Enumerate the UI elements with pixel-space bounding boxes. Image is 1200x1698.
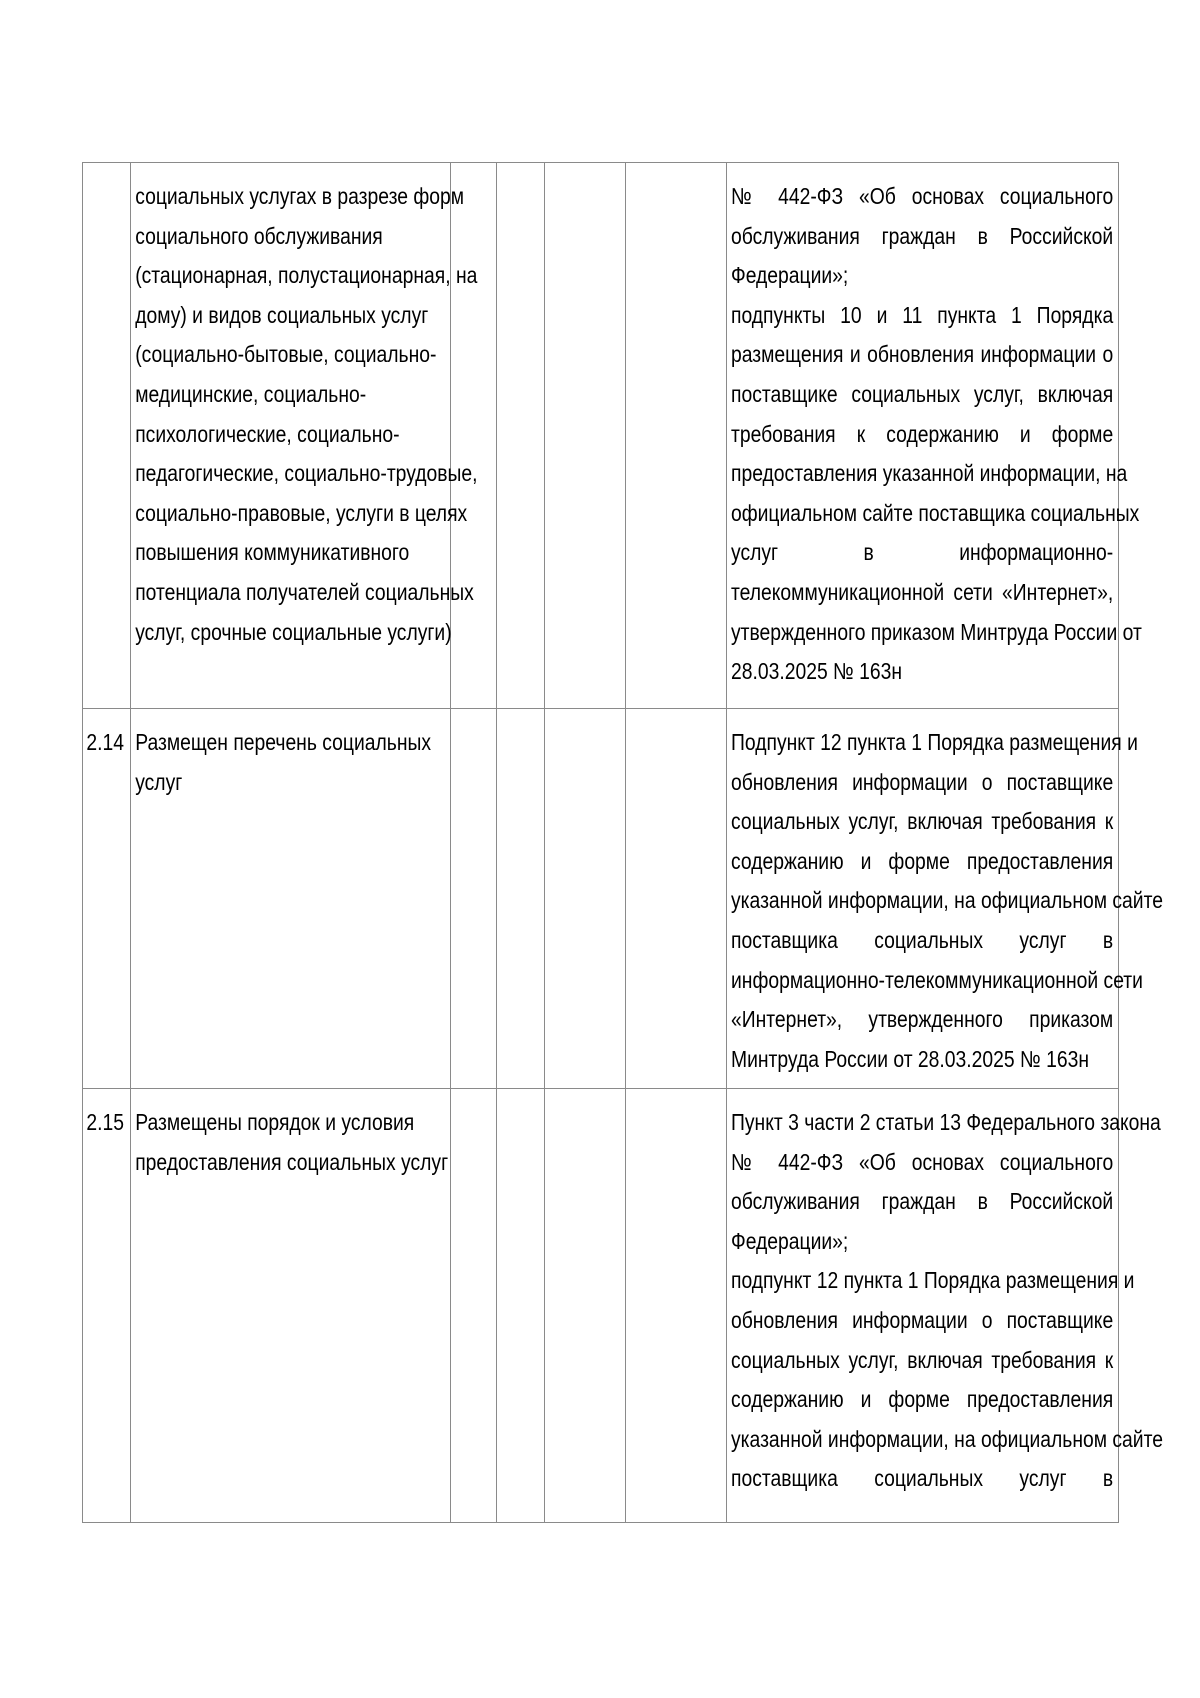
text-line: Федерации»; [731, 1227, 849, 1254]
text-line: Размещен перечень социальных [135, 729, 432, 755]
text-line: дому) и видов социальных услуг [135, 301, 429, 328]
text-line: № 442-ФЗ «Об основах социального [731, 1148, 1114, 1175]
text-line: поставщика социальных услуг в [731, 1465, 1114, 1492]
row-number-cell [83, 163, 131, 709]
row-number-cell [83, 1089, 131, 1523]
text-line: требования к содержанию и форме [731, 420, 1114, 447]
text-line: содержанию и форме предоставления [731, 1386, 1114, 1413]
empty-cell [626, 1089, 727, 1523]
text-line: информационно-телекоммуникационной сети [731, 966, 1143, 993]
text-line: содержанию и форме предоставления [731, 847, 1114, 874]
row-number: 2.14 [86, 729, 124, 755]
text-line: указанной информации, на официальном сайте [731, 887, 1163, 914]
text-line: услуг, срочные социальные услуги) [135, 618, 452, 645]
table-row [83, 709, 1119, 1089]
text-line: официальном сайте поставщика социальных [731, 499, 1140, 526]
empty-cell [451, 1089, 497, 1523]
empty-cell [626, 709, 727, 1089]
requirement-cell [131, 709, 451, 1089]
text-line: социальных услуг, включая требования к [731, 808, 1114, 835]
text-line: подпункты 10 и 11 пункта 1 Порядка [731, 301, 1114, 328]
empty-cell [497, 1089, 545, 1523]
requirement-text [131, 709, 450, 802]
text-line: (социально-бытовые, социально- [135, 341, 437, 368]
requirement-cell [131, 1089, 451, 1523]
legal-basis-text [731, 177, 1142, 692]
text-line: № 442-ФЗ «Об основах социального [731, 183, 1114, 209]
text-line: 28.03.2025 № 163н [731, 658, 903, 685]
empty-cell [451, 163, 497, 709]
text-line: социально-правовые, услуги в целях [135, 499, 468, 526]
row-number: 2.15 [86, 1109, 124, 1135]
legal-basis-cell [727, 163, 1142, 709]
text-line: услуг в информационно- [731, 539, 1114, 566]
text-line: предоставления социальных услуг [135, 1148, 449, 1175]
empty-cell [497, 163, 545, 709]
empty-cell [545, 163, 626, 709]
legal-basis-text [731, 1103, 1163, 1499]
text-line: поставщика социальных услуг в [731, 926, 1114, 953]
text-line: обслуживания граждан в Российской [731, 222, 1114, 249]
legal-basis-cell [727, 709, 1163, 1089]
text-line: предоставления указанной информации, на [731, 460, 1128, 487]
requirement-text [131, 1089, 450, 1182]
empty-cell [545, 1089, 626, 1523]
text-line: услуг [135, 768, 183, 795]
text-line: размещения и обновления информации о [731, 341, 1114, 368]
text-line: поставщике социальных услуг, включая [731, 380, 1114, 407]
text-line: Федерации»; [731, 262, 849, 289]
text-line: подпункт 12 пункта 1 Порядка размещения и [731, 1267, 1135, 1294]
legal-basis-text [731, 723, 1163, 1079]
text-line: (стационарная, полустационарная, на [135, 262, 478, 289]
row-number-cell [83, 709, 131, 1089]
checklist-table [82, 162, 1163, 1523]
empty-cell [451, 709, 497, 1089]
text-line: педагогические, социально-трудовые, [135, 460, 478, 487]
text-line: обслуживания граждан в Российской [731, 1188, 1114, 1215]
legal-basis-cell [727, 1089, 1163, 1523]
text-line: обновления информации о поставщике [731, 768, 1114, 795]
table-row [83, 163, 1119, 709]
requirement-cell [131, 163, 478, 709]
empty-cell [497, 709, 545, 1089]
text-line: социального обслуживания [135, 222, 383, 249]
table-row [83, 1089, 1119, 1523]
text-line: Размещены порядок и условия [135, 1109, 415, 1135]
empty-cell [545, 709, 626, 1089]
requirement-text [131, 163, 478, 652]
text-line: указанной информации, на официальном сайте [731, 1425, 1163, 1452]
text-line: Пункт 3 части 2 статьи 13 Федерального закона [731, 1109, 1161, 1135]
text-line: медицинские, социально- [135, 380, 367, 407]
row-number [83, 163, 122, 177]
text-line: Подпункт 12 пункта 1 Порядка размещения и [731, 729, 1138, 755]
text-line: потенциала получателей социальных [135, 578, 474, 605]
text-line: социальных услугах в разрезе форм [135, 183, 465, 209]
text-line: телекоммуникационной сети «Интернет», [731, 578, 1114, 605]
text-line: социальных услуг, включая требования к [731, 1346, 1114, 1373]
text-line: «Интернет», утвержденного приказом [731, 1006, 1114, 1033]
empty-cell [626, 163, 727, 709]
text-line: обновления информации о поставщике [731, 1306, 1114, 1333]
text-line: утвержденного приказом Минтруда России от [731, 618, 1142, 645]
text-line: Минтруда России от 28.03.2025 № 163н [731, 1045, 1089, 1072]
text-line: психологические, социально- [135, 420, 400, 447]
text-line: повышения коммуникативного [135, 539, 410, 566]
